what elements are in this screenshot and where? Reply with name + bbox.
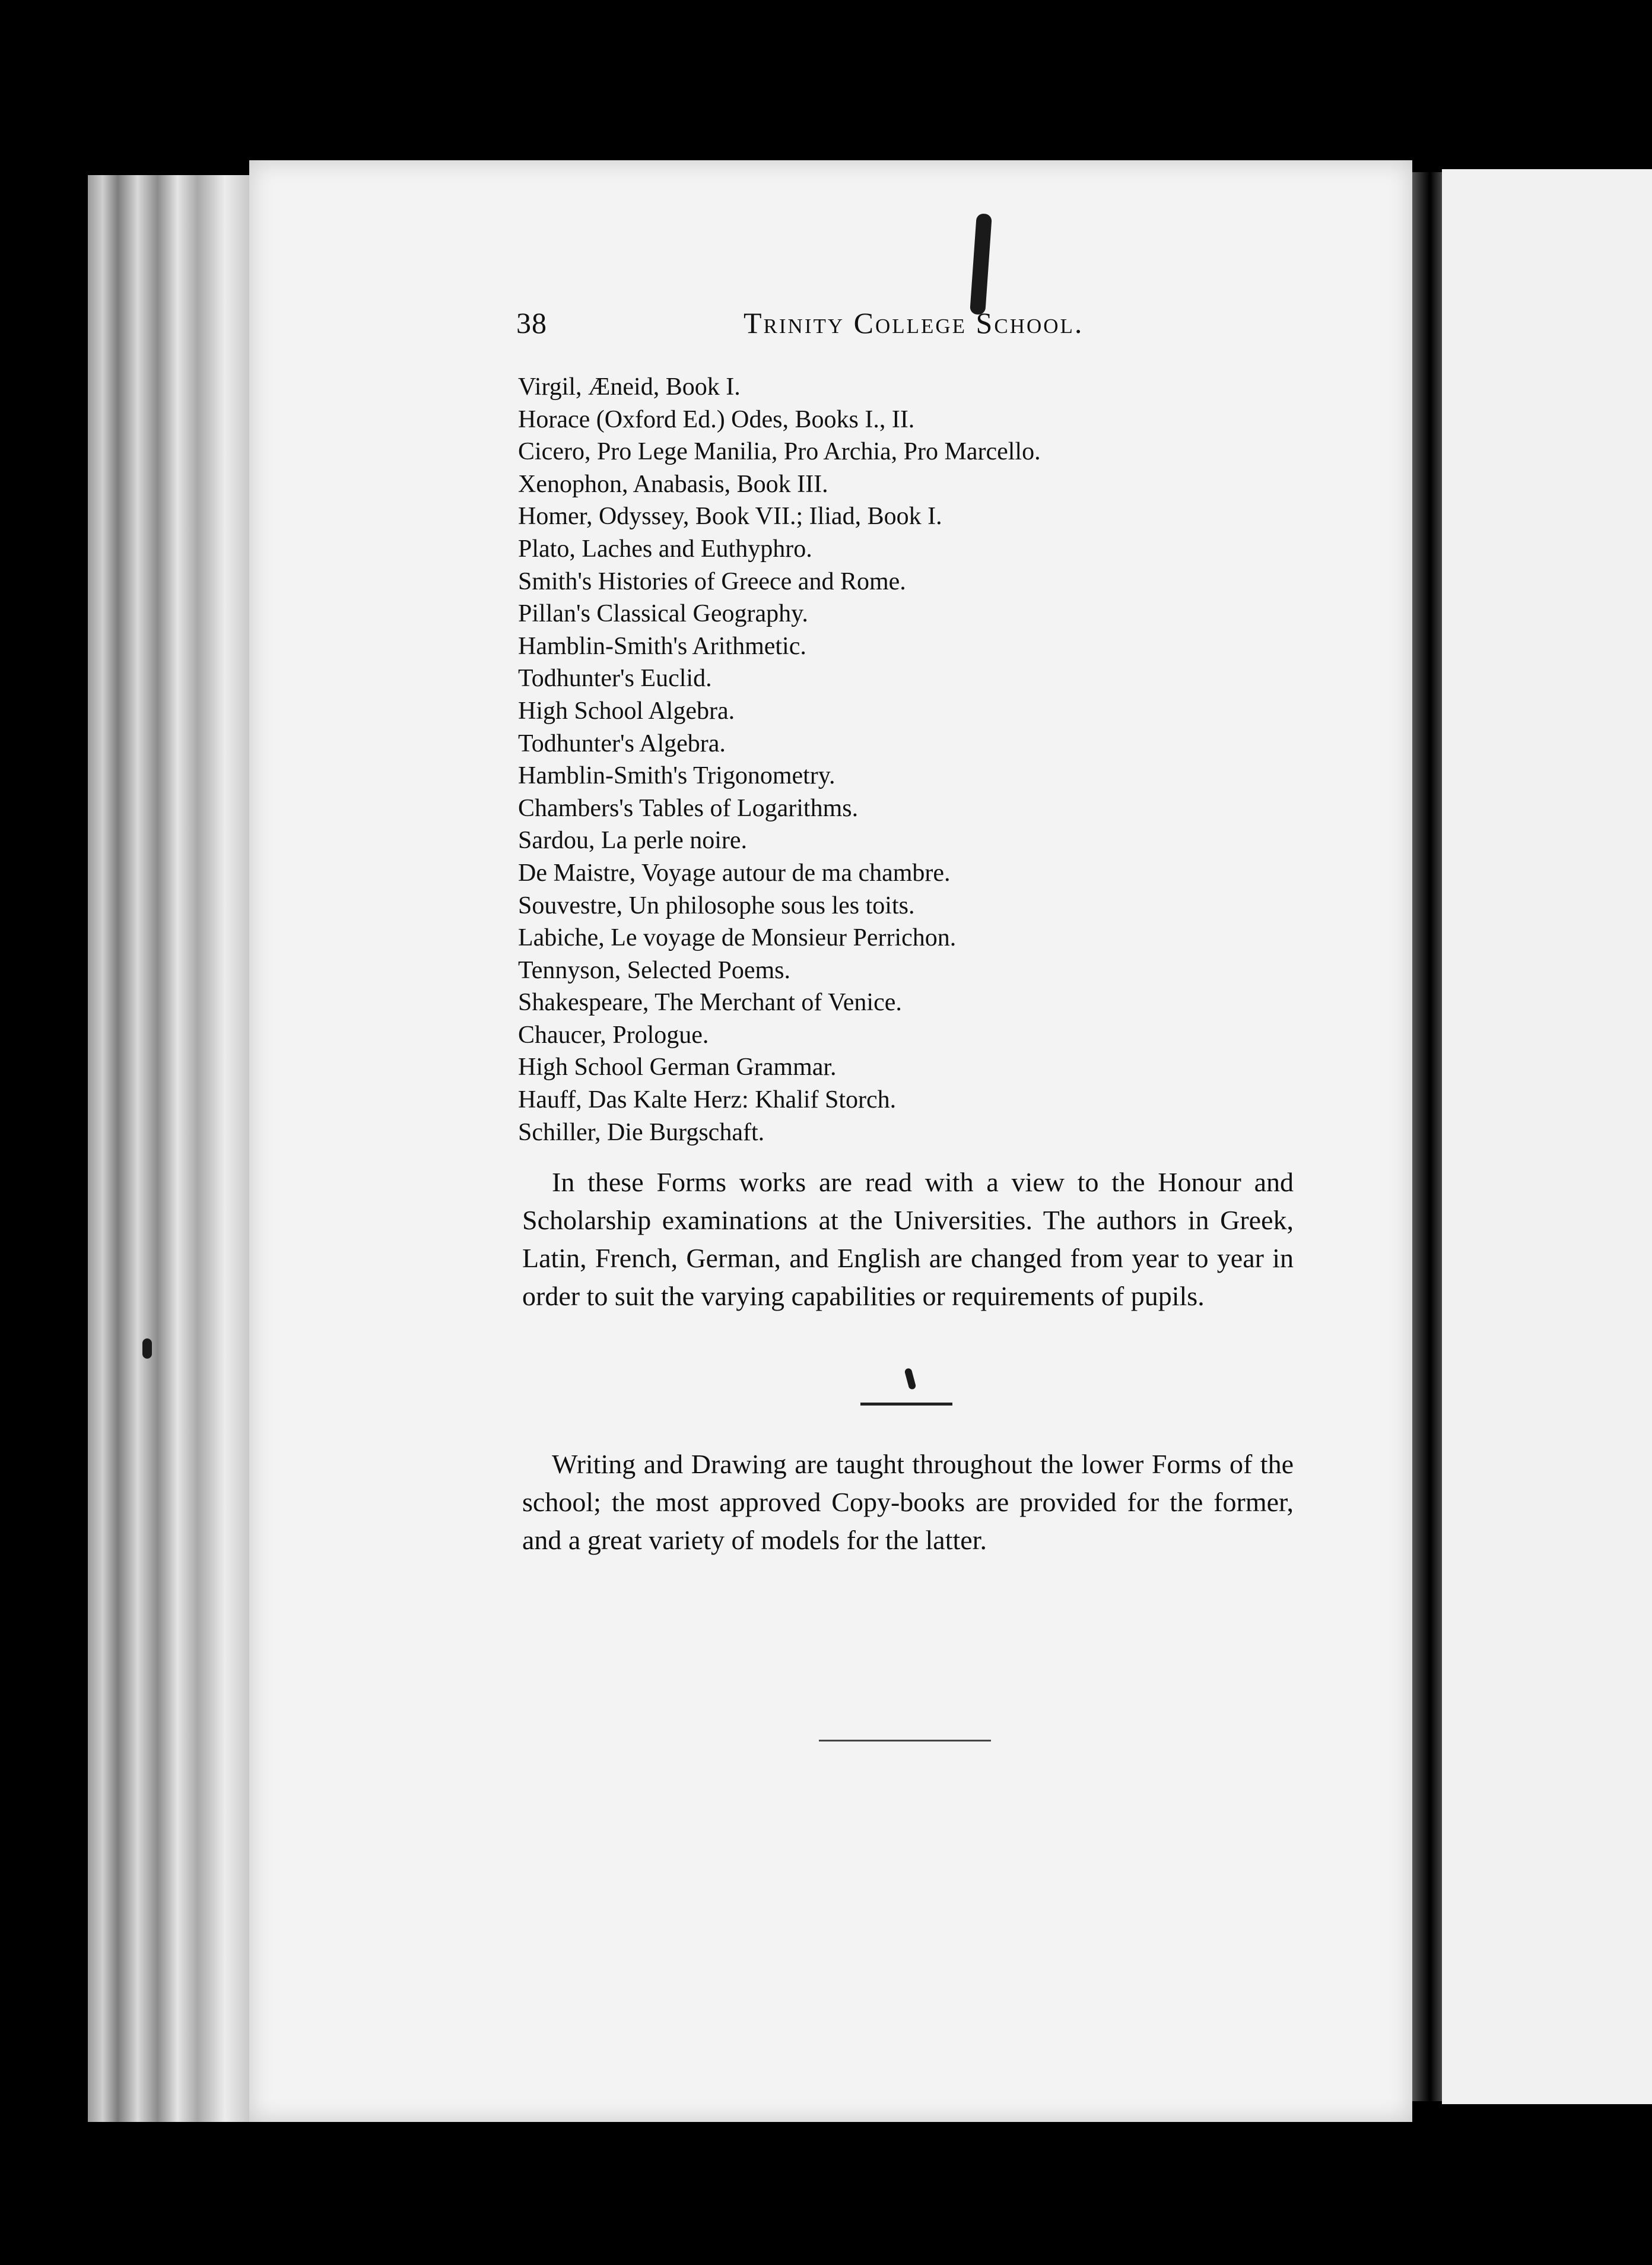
list-item: Cicero, Pro Lege Manilia, Pro Archia, Pro Marcello. [518, 438, 1041, 466]
list-item: Homer, Odyssey, Book VII.; Iliad, Book I. [518, 503, 942, 531]
list-item: High School German Grammar. [518, 1054, 837, 1081]
list-item: Hauff, Das Kalte Herz: Khalif Storch. [518, 1086, 897, 1114]
section-divider [860, 1403, 952, 1406]
ink-speck [142, 1338, 152, 1359]
forms-paragraph: In these Forms works are read with a view to the Honour and Scholarship examinations at the Universities. The authors in Greek, Latin, French, German, and English are changed from year to year in order to suit the varying capabilities or requirements of pupils. [522, 1167, 1294, 1311]
list-item: Tennyson, Selected Poems. [518, 956, 790, 984]
list-item: Chaucer, Prologue. [518, 1021, 709, 1049]
list-item: Schiller, Die Burgschaft. [518, 1118, 765, 1146]
list-item: Plato, Laches and Euthyphro. [518, 535, 812, 563]
writing-drawing-paragraph: Writing and Drawing are taught throughout the lower Forms of the school; the most approved Copy-books are provided for the former, and a great variety of models for the latter. [522, 1449, 1294, 1555]
list-item: High School Algebra. [518, 697, 735, 725]
list-item: Horace (Oxford Ed.) Odes, Books I., II. [518, 405, 915, 433]
list-item: Todhunter's Euclid. [518, 665, 712, 693]
list-item: Labiche, Le voyage de Monsieur Perrichon. [518, 924, 957, 952]
list-item: Sardou, La perle noire. [518, 827, 748, 855]
list-item: Pillan's Classical Geography. [518, 600, 808, 628]
list-item: Hamblin-Smith's Arithmetic. [518, 632, 806, 660]
list-item: Shakespeare, The Merchant of Venice. [518, 989, 902, 1017]
list-item: De Maistre, Voyage autour de ma chambre. [518, 859, 951, 887]
facing-page-edge [1442, 169, 1652, 2104]
list-item: Chambers's Tables of Logarithms. [518, 794, 859, 822]
list-item: Hamblin-Smith's Trigonometry. [518, 762, 835, 790]
running-title: Trinity College School. [744, 306, 1084, 340]
end-divider [819, 1740, 991, 1741]
book-list [518, 371, 1041, 1149]
list-item: Todhunter's Algebra. [518, 729, 726, 757]
book-gutter [1412, 172, 1442, 2101]
list-item: Smith's Histories of Greece and Rome. [518, 567, 906, 595]
list-item: Virgil, Æneid, Book I. [518, 373, 741, 401]
page-number: 38 [516, 306, 547, 340]
list-item: Souvestre, Un philosophe sous les toits. [518, 892, 915, 919]
list-item: Xenophon, Anabasis, Book III. [518, 470, 828, 498]
